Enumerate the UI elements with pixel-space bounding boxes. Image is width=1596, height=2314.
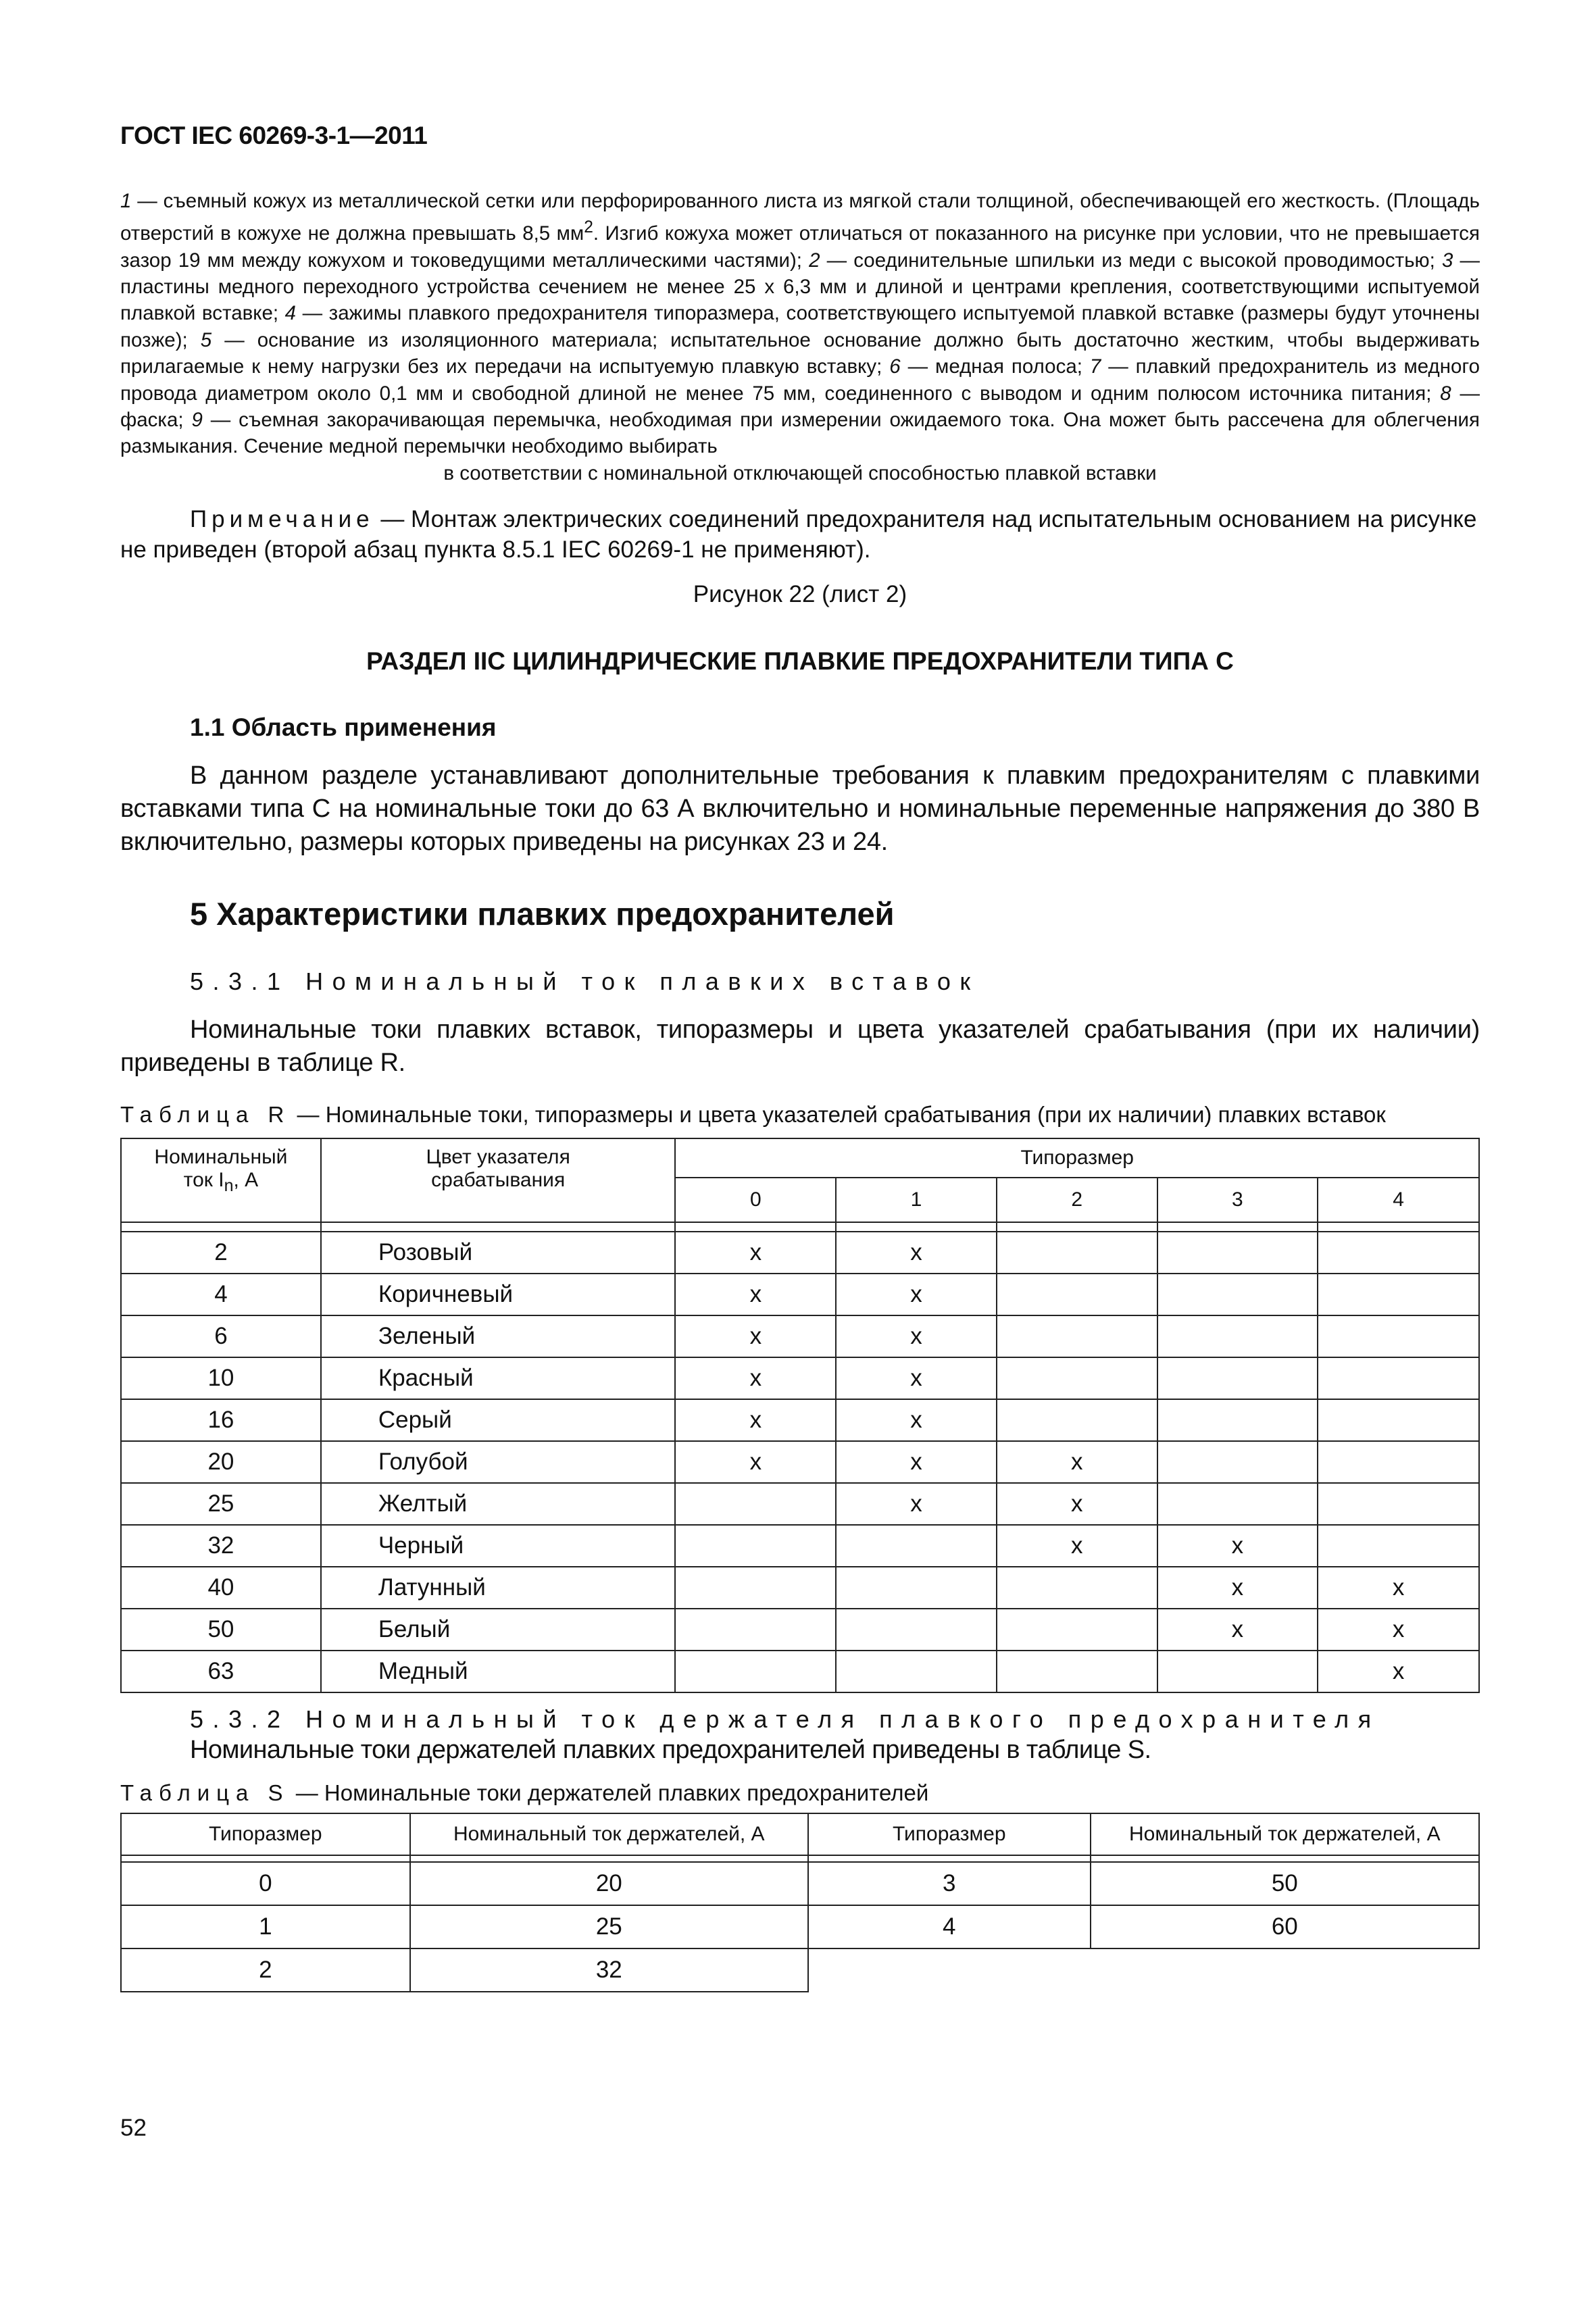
cell-size-4-mark: x <box>1318 1567 1479 1609</box>
cell-size-0-mark: x <box>675 1441 836 1483</box>
scope-text: В данном разделе устанавливают дополнительные требования к плавким предохранителям с плавкими вставками типа С на номинальные токи до 63 А включительно и номинальные переменные напряжения до 380 В включительно, размеры которых приведены на рисунках 23 и 24. <box>120 761 1480 857</box>
cell-size-1-mark: x <box>836 1399 997 1441</box>
cell-size-0-mark: x <box>675 1315 836 1357</box>
s-col-header-size-1: Типоразмер <box>121 1813 410 1855</box>
table-s-caption <box>120 1780 1480 1806</box>
cell-current: 32 <box>121 1525 321 1567</box>
cell-indicator-color: Коричневый <box>321 1274 676 1315</box>
legend-item-2: — соединительные шпильки из меди с высокой проводимостью; <box>820 249 1442 272</box>
scope-heading: 1.1 Область применения <box>190 713 497 742</box>
cell-size-0-mark <box>675 1651 836 1692</box>
cell-current: 16 <box>121 1399 321 1441</box>
s-cell-cur2: 50 <box>1091 1862 1479 1905</box>
cell-size-0-mark: x <box>675 1274 836 1315</box>
cell-size-3-mark <box>1157 1315 1318 1357</box>
table-row <box>121 1525 1479 1567</box>
s-cell-size1: 2 <box>121 1948 410 1992</box>
cell-current: 63 <box>121 1651 321 1692</box>
col-header-size-3: 3 <box>1157 1178 1318 1222</box>
cell-size-2-mark <box>997 1315 1157 1357</box>
cell-size-0-mark: x <box>675 1399 836 1441</box>
legend-num-6: 6 <box>889 355 901 378</box>
document-page <box>120 122 1480 1992</box>
cell-indicator-color: Медный <box>321 1651 676 1692</box>
s-cell-size1: 0 <box>121 1862 410 1905</box>
legend-item-7: — плавкий предохранитель из медного провода диаметром около 0,1 мм и свободной длиной не менее 75 мм, соединенного с выводом и одним полюсом источника питания; <box>120 355 1480 405</box>
table-s <box>120 1813 1480 1992</box>
legend-item-3: — пластины медного переходного устройства сечением не менее 25 х 6,3 мм и длиной и центрами крепления, соответствующими испытуемой плавкой вставке; <box>120 249 1480 325</box>
cell-size-2-mark: x <box>997 1483 1157 1525</box>
s-cell-size2: 4 <box>808 1905 1091 1948</box>
col-header-size-0: 0 <box>675 1178 836 1222</box>
cell-size-0-mark <box>675 1525 836 1567</box>
cell-size-2-mark <box>997 1357 1157 1399</box>
cell-size-1-mark <box>836 1525 997 1567</box>
cell-size-3-mark: x <box>1157 1567 1318 1609</box>
s-cell-cur2 <box>1091 1948 1479 1992</box>
table-r-label: Таблица R <box>120 1102 291 1128</box>
cell-size-4-mark <box>1318 1483 1479 1525</box>
legend-num-9: 9 <box>191 409 203 432</box>
table-row <box>121 1441 1479 1483</box>
cell-size-3-mark <box>1157 1274 1318 1315</box>
cell-size-1-mark <box>836 1567 997 1609</box>
legend-item-1a: — съемный кожух из металлической сетки или перфорированного листа из мягкой стали толщиной, обеспечивающей его жесткость. (Площадь отверстий в кожухе не должна превышать 8,5 мм <box>120 190 1480 245</box>
legend-num-3: 3 <box>1441 249 1453 272</box>
cell-indicator-color: Серый <box>321 1399 676 1441</box>
s-cell-cur2: 60 <box>1091 1905 1479 1948</box>
s-cell-size2: 3 <box>808 1862 1091 1905</box>
s-cell-cur1: 20 <box>410 1862 808 1905</box>
cell-size-2-mark: x <box>997 1441 1157 1483</box>
s-col-header-current-1: Номинальный ток держателей, А <box>410 1813 808 1855</box>
cell-size-1-mark: x <box>836 1357 997 1399</box>
cell-size-2-mark: x <box>997 1525 1157 1567</box>
s-col-header-current-2: Номинальный ток держателей, А <box>1091 1813 1479 1855</box>
table-row <box>121 1651 1479 1692</box>
cell-size-3-mark <box>1157 1399 1318 1441</box>
table-row <box>121 1232 1479 1274</box>
cell-size-1-mark: x <box>836 1232 997 1274</box>
col-header-size-2: 2 <box>997 1178 1157 1222</box>
figure-legend <box>120 188 1480 486</box>
cell-indicator-color: Красный <box>321 1357 676 1399</box>
legend-num-4: 4 <box>284 302 297 325</box>
s-cell-size1: 1 <box>121 1905 410 1948</box>
cell-size-2-mark <box>997 1274 1157 1315</box>
chapter-heading: 5 Характеристики плавких предохранителей <box>190 896 895 932</box>
table-row <box>121 1357 1479 1399</box>
cell-size-3-mark <box>1157 1651 1318 1692</box>
cell-size-0-mark <box>675 1609 836 1651</box>
cell-size-3-mark <box>1157 1483 1318 1525</box>
legend-item-1b: . Изгиб кожуха может отличаться от показанного на рисунке при условии, что не превышается зазор 19 мм между кожухом и токоведущими металлическими частями); <box>120 222 1480 272</box>
cell-current: 6 <box>121 1315 321 1357</box>
col-header-current: Номинальный ток $I_n$, А <box>121 1138 321 1222</box>
legend-num-1: 1 <box>120 190 132 212</box>
cell-current: 4 <box>121 1274 321 1315</box>
cell-size-1-mark: x <box>836 1315 997 1357</box>
cell-size-4-mark <box>1318 1357 1479 1399</box>
cell-size-0-mark: x <box>675 1232 836 1274</box>
cell-current: 50 <box>121 1609 321 1651</box>
page-number: 52 <box>120 2115 147 2141</box>
cell-size-3-mark: x <box>1157 1609 1318 1651</box>
col-header-size: Типоразмер <box>675 1138 1479 1178</box>
cell-size-0-mark <box>675 1567 836 1609</box>
col-header-color: Цвет указателя срабатывания <box>321 1138 676 1222</box>
legend-item-4: — зажимы плавкого предохранителя типоразмера, соответствующего испытуемой плавкой вставке (размеры будут уточнены позже); <box>120 302 1480 351</box>
cell-size-1-mark <box>836 1651 997 1692</box>
table-r-title: — Номинальные токи, типоразмеры и цвета указателей срабатывания (при их наличии) плавких вставок <box>291 1102 1386 1128</box>
note-text: — Монтаж электрических соединений предохранителя над испытательным основанием на рисунке не приведен (второй абзац пункта 8.5.1 IEC 60269-1 не применяют). <box>120 506 1477 563</box>
cell-indicator-color: Розовый <box>321 1232 676 1274</box>
legend-item-8: — фаска; <box>120 382 1480 432</box>
cell-size-3-mark: x <box>1157 1525 1318 1567</box>
cell-indicator-color: Зеленый <box>321 1315 676 1357</box>
table-s-label: Таблица S <box>120 1780 290 1806</box>
cell-size-4-mark: x <box>1318 1651 1479 1692</box>
legend-item-6: — медная полоса; <box>900 355 1090 378</box>
s-cell-cur1: 32 <box>410 1948 808 1992</box>
cell-size-4-mark: x <box>1318 1609 1479 1651</box>
legend-num-8: 8 <box>1440 382 1451 405</box>
cell-size-4-mark <box>1318 1399 1479 1441</box>
table-row <box>121 1315 1479 1357</box>
cell-size-1-mark: x <box>836 1483 997 1525</box>
cell-indicator-color: Голубой <box>321 1441 676 1483</box>
cell-size-0-mark: x <box>675 1357 836 1399</box>
cell-size-1-mark <box>836 1609 997 1651</box>
legend-num-5: 5 <box>200 328 212 351</box>
cell-current: 20 <box>121 1441 321 1483</box>
cell-size-3-mark <box>1157 1357 1318 1399</box>
cell-current: 40 <box>121 1567 321 1609</box>
section-title: РАЗДЕЛ IIC ЦИЛИНДРИЧЕСКИЕ ПЛАВКИЕ ПРЕДОХРАНИТЕЛИ ТИПА С <box>366 647 1234 676</box>
table-row <box>121 1948 1479 1992</box>
document-code: ГОСТ IEC 60269-3-1—2011 <box>120 122 428 149</box>
table-row <box>121 1399 1479 1441</box>
cell-size-2-mark <box>997 1567 1157 1609</box>
s-cell-cur1: 25 <box>410 1905 808 1948</box>
clause-531-title: 5.3.1 Номинальный ток плавких вставок <box>190 967 980 996</box>
table-row <box>121 1483 1479 1525</box>
table-r-caption <box>120 1100 1480 1130</box>
legend-num-7: 7 <box>1089 355 1101 378</box>
cell-current: 25 <box>121 1483 321 1525</box>
cell-size-4-mark <box>1318 1315 1479 1357</box>
table-row <box>121 1609 1479 1651</box>
cell-size-3-mark <box>1157 1441 1318 1483</box>
cell-size-1-mark: x <box>836 1441 997 1483</box>
legend-num-2: 2 <box>809 249 820 272</box>
cell-size-2-mark <box>997 1399 1157 1441</box>
cell-size-2-mark <box>997 1609 1157 1651</box>
col-header-size-1: 1 <box>836 1178 997 1222</box>
figure-caption: Рисунок 22 (лист 2) <box>693 581 907 608</box>
col-header-size-4: 4 <box>1318 1178 1479 1222</box>
note-paragraph <box>120 504 1480 565</box>
legend-superscript: 2 <box>584 218 593 237</box>
cell-indicator-color: Латунный <box>321 1567 676 1609</box>
s-col-header-size-2: Типоразмер <box>808 1813 1091 1855</box>
cell-indicator-color: Желтый <box>321 1483 676 1525</box>
cell-current: 10 <box>121 1357 321 1399</box>
table-s-body <box>121 1862 1479 1992</box>
cell-indicator-color: Белый <box>321 1609 676 1651</box>
cell-size-4-mark <box>1318 1441 1479 1483</box>
cell-size-4-mark <box>1318 1525 1479 1567</box>
table-row <box>121 1905 1479 1948</box>
legend-item-5: — основание из изоляционного материала; испытательное основание должно быть достаточно жестким, чтобы выдерживать прилагаемые к нему нагрузки без их передачи на испытуемую плавкую вставку; <box>120 328 1480 378</box>
cell-size-0-mark <box>675 1483 836 1525</box>
s-cell-size2 <box>808 1948 1091 1992</box>
legend-item-9: — съемная закорачивающая перемычка, необходимая при измерении ожидаемого тока. Она может быть рассечена для облегчения размыкания. Сечение медной перемычки необходимо выбирать <box>120 409 1480 458</box>
cell-size-2-mark <box>997 1232 1157 1274</box>
table-r-body <box>121 1232 1479 1692</box>
cell-size-3-mark <box>1157 1232 1318 1274</box>
table-r <box>120 1138 1480 1693</box>
clause-531-text: Номинальные токи плавких вставок, типоразмеры и цвета указателей срабатывания (при их наличии) приведены в таблице R. <box>120 1015 1480 1078</box>
clause-532-title: 5.3.2 Номинальный ток держателя плавкого предохранителя <box>190 1705 1380 1734</box>
table-s-title: — Номинальные токи держателей плавких предохранителей <box>289 1780 929 1806</box>
table-row <box>121 1862 1479 1905</box>
table-row <box>121 1274 1479 1315</box>
note-label: Примечание <box>190 506 374 533</box>
clause-532-text: Номинальные токи держателей плавких предохранителей приведены в таблице S. <box>190 1736 1151 1765</box>
cell-size-4-mark <box>1318 1274 1479 1315</box>
cell-size-4-mark <box>1318 1232 1479 1274</box>
cell-size-2-mark <box>997 1651 1157 1692</box>
cell-current: 2 <box>121 1232 321 1274</box>
cell-size-1-mark: x <box>836 1274 997 1315</box>
cell-indicator-color: Черный <box>321 1525 676 1567</box>
table-row <box>121 1567 1479 1609</box>
legend-last-line: в соответствии с номинальной отключающей способностью плавкой вставки <box>443 461 1157 484</box>
